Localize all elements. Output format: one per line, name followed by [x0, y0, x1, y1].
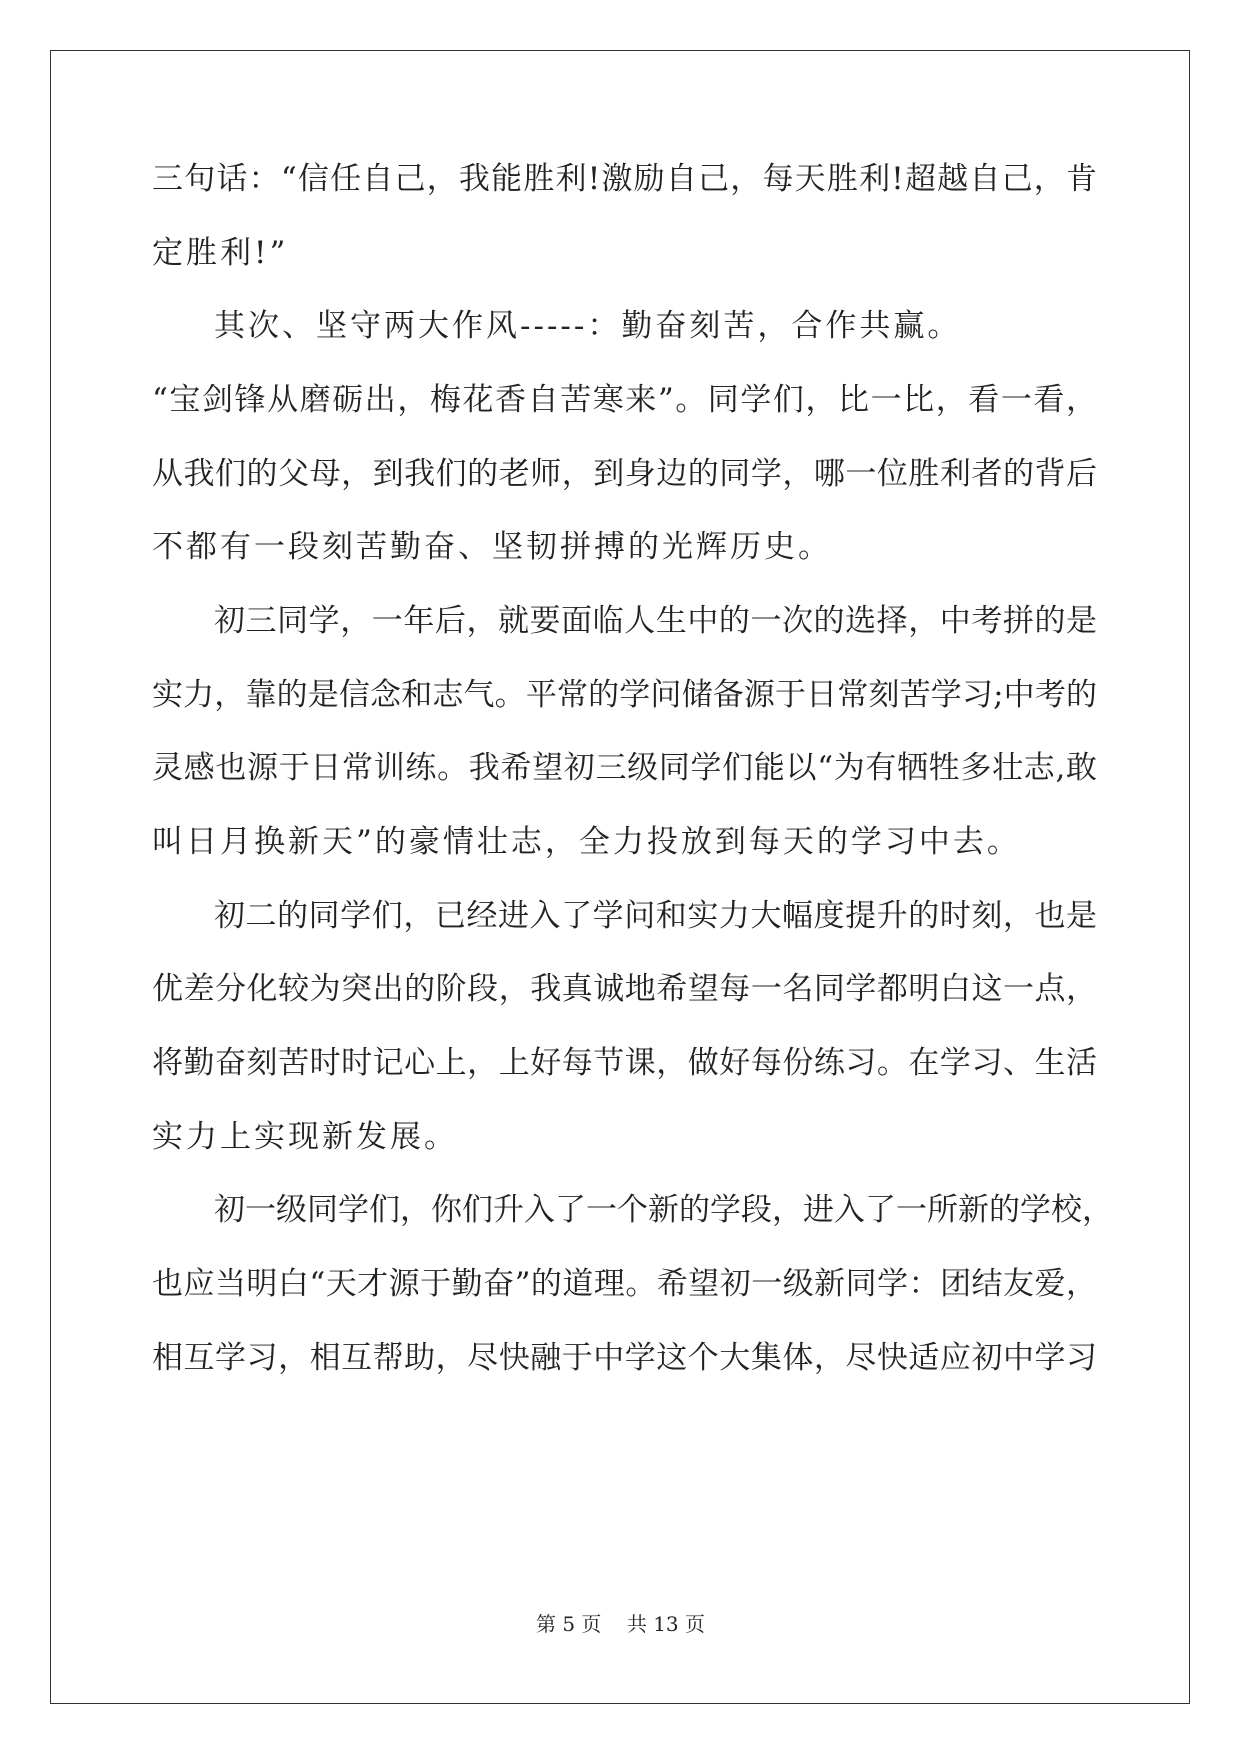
text-line: 灵感也源于日常训练。我希望初三级同学们能以“为有牺牲多壮志,敢 [152, 750, 1097, 786]
text-line: 初二的同学们，已经进入了学问和实力大幅度提升的时刻，也是 [214, 898, 1097, 934]
text-line: 也应当明白“天才源于勤奋”的道理。希望初一级新同学：团结友爱， [152, 1266, 1097, 1302]
text-line: 定胜利!” [152, 235, 289, 271]
text-line: 三句话：“信任自己，我能胜利!激励自己，每天胜利!超越自己，肯 [152, 161, 1097, 197]
text-line: 优差分化较为突出的阶段，我真诚地希望每一名同学都明白这一点， [152, 971, 1097, 1007]
text-line: 实力上实现新发展。 [152, 1119, 458, 1155]
page-number-footer: 第 5 页 共 13 页 [535, 1612, 706, 1636]
page-border [50, 50, 1190, 1704]
text-line: 初一级同学们，你们升入了一个新的学段，进入了一所新的学校， [214, 1192, 1113, 1228]
text-line: “宝剑锋从磨砺出，梅花香自苦寒来”。同学们，比一比，看一看， [152, 382, 1097, 418]
text-line: 实力，靠的是信念和志气。平常的学问储备源于日常刻苦学习;中考的 [152, 677, 1097, 713]
text-line: 相互学习，相互帮助，尽快融于中学这个大集体，尽快适应初中学习 [152, 1340, 1097, 1376]
text-line: 从我们的父母，到我们的老师，到身边的同学，哪一位胜利者的背后 [152, 456, 1097, 492]
text-line: 其次、坚守两大作风-----：勤奋刻苦，合作共赢。 [214, 308, 962, 344]
text-line: 初三同学，一年后，就要面临人生中的一次的选择，中考拼的是 [214, 603, 1097, 639]
text-line: 不都有一段刻苦勤奋、坚韧拼搏的光辉历史。 [152, 529, 832, 565]
text-line: 叫日月换新天”的豪情壮志，全力投放到每天的学习中去。 [152, 824, 1021, 860]
text-line: 将勤奋刻苦时时记心上，上好每节课，做好每份练习。在学习、生活 [152, 1045, 1097, 1081]
